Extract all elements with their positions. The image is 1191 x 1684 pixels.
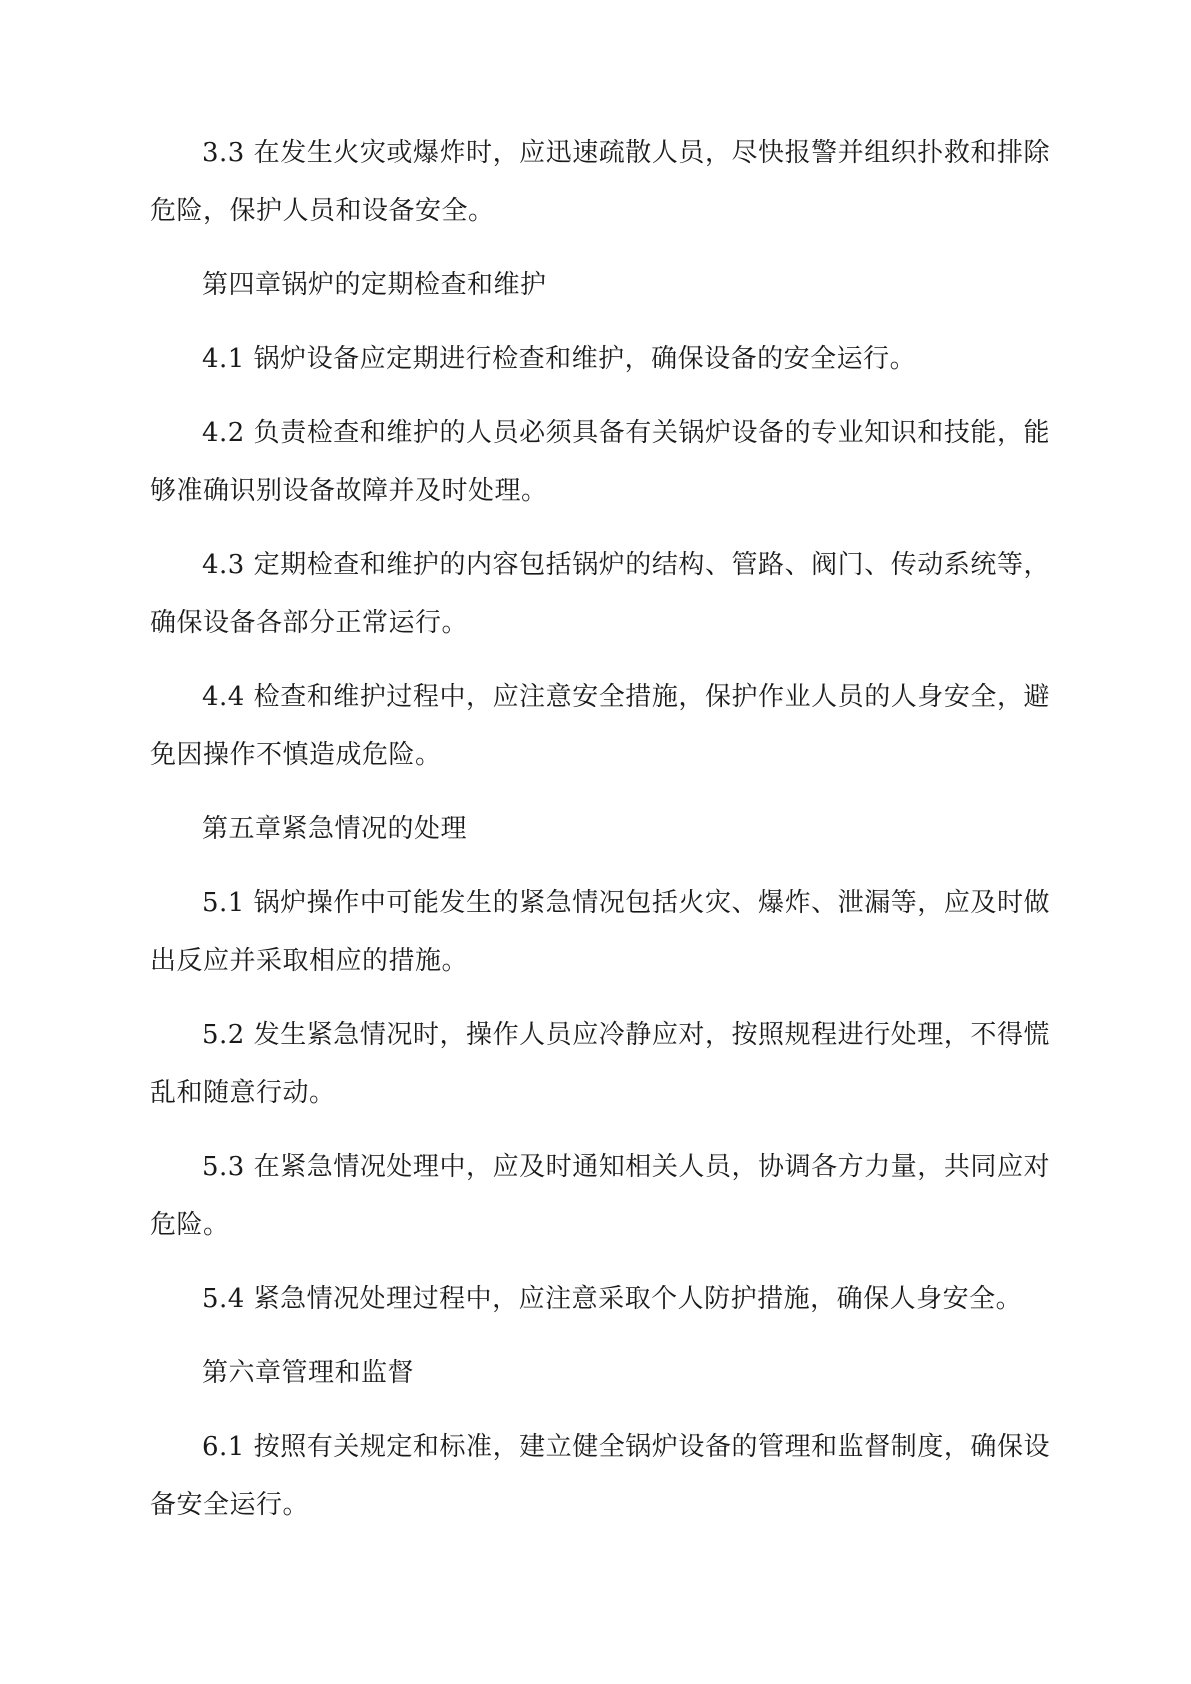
- paragraph-4-3: 4.3 定期检查和维护的内容包括锅炉的结构、管路、阀门、传动系统等，确保设备各部分正常运行。: [150, 550, 1050, 638]
- paragraph-3-3: 3.3 在发生火灾或爆炸时，应迅速疏散人员，尽快报警并组织扑救和排除危险，保护人员和设备安全。: [150, 138, 1050, 226]
- paragraph-5-4: 5.4 紧急情况处理过程中，应注意采取个人防护措施，确保人身安全。: [202, 1284, 1023, 1314]
- paragraph-6-1: 6.1 按照有关规定和标准，建立健全锅炉设备的管理和监督制度，确保设备安全运行。: [150, 1432, 1050, 1520]
- chapter-6-heading: 第六章管理和监督: [202, 1358, 415, 1388]
- paragraph-5-2: 5.2 发生紧急情况时，操作人员应冷静应对，按照规程进行处理，不得慌乱和随意行动。: [150, 1020, 1050, 1108]
- paragraph-4-1: 4.1 锅炉设备应定期进行检查和维护，确保设备的安全运行。: [202, 344, 917, 374]
- paragraph-5-3: 5.3 在紧急情况处理中，应及时通知相关人员，协调各方力量，共同应对危险。: [150, 1152, 1050, 1240]
- paragraph-4-4: 4.4 检查和维护过程中，应注意安全措施，保护作业人员的人身安全，避免因操作不慎造成危险。: [150, 682, 1050, 770]
- chapter-5-heading: 第五章紧急情况的处理: [202, 814, 468, 844]
- paragraph-4-2: 4.2 负责检查和维护的人员必须具备有关锅炉设备的专业知识和技能，能够准确识别设备故障并及时处理。: [150, 418, 1050, 506]
- chapter-4-heading: 第四章锅炉的定期检查和维护: [202, 270, 547, 300]
- document-page: [150, 124, 1050, 1550]
- paragraph-5-1: 5.1 锅炉操作中可能发生的紧急情况包括火灾、爆炸、泄漏等，应及时做出反应并采取相应的措施。: [150, 888, 1050, 976]
